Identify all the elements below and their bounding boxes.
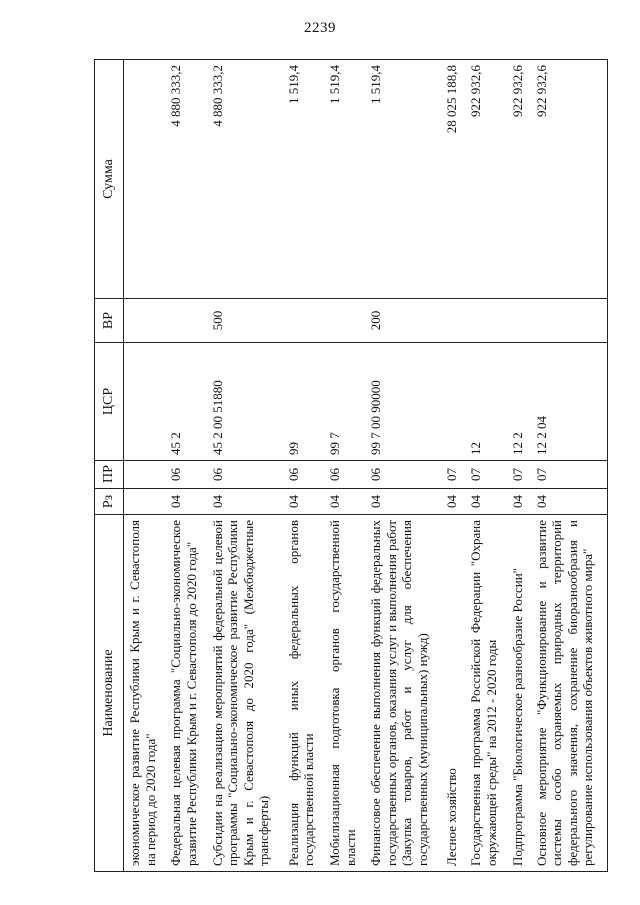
cell-pr: 07 <box>441 461 465 489</box>
cell-sum <box>124 60 166 299</box>
cell-csr: 99 <box>283 343 324 461</box>
cell-rz: 04 <box>283 489 324 515</box>
cell-sum: 922 932,6 <box>465 60 506 299</box>
table-row <box>165 60 206 872</box>
cell-name: Субсидии на реализацию мероприятий федеральной целевой программы "Социально-экономическое развитие Республики Крым и г. Севастополя до 2020 года" (Межбюджетные трансферты) <box>207 515 283 872</box>
budget-table <box>94 59 608 872</box>
cell-sum: 922 932,6 <box>507 60 531 299</box>
cell-sum: 4 880 333,2 <box>207 60 283 299</box>
cell-vr: 200 <box>365 299 441 343</box>
cell-pr: 06 <box>283 461 324 489</box>
cell-sum: 4 880 333,2 <box>165 60 206 299</box>
cell-vr <box>324 299 365 343</box>
cell-sum: 28 025 188,8 <box>441 60 465 299</box>
table-row <box>207 60 283 872</box>
cell-name: Финансовое обеспечение выполнения функций федеральных государственных органов, оказания услуг и выполнения работ (Закупка товаров, работ и услуг для обеспечения государственных (муниципальных) нужд) <box>365 515 441 872</box>
header-name: Наименование <box>95 515 124 872</box>
cell-csr: 12 2 <box>507 343 531 461</box>
cell-name: Реализация функций иных федеральных органов государственной власти <box>283 515 324 872</box>
cell-name: Подпрограмма "Биологическое разнообразие России" <box>507 515 531 872</box>
table-row <box>507 60 531 872</box>
table-row <box>531 60 608 872</box>
table-row <box>365 60 441 872</box>
cell-sum: 1 519,4 <box>283 60 324 299</box>
cell-vr <box>531 299 608 343</box>
cell-sum: 1 519,4 <box>365 60 441 299</box>
cell-pr: 07 <box>531 461 608 489</box>
rotated-table-container <box>94 60 608 872</box>
cell-pr: 06 <box>324 461 365 489</box>
cell-vr <box>283 299 324 343</box>
cell-name: Основное мероприятие "Функционирование и развитие системы особо охраняемых природных территорий федерального значения, сохранение биоразнообразия и регулирование использования объектов животного мира" <box>531 515 608 872</box>
cell-rz: 04 <box>365 489 441 515</box>
table-header-row <box>95 60 124 872</box>
header-sum: Сумма <box>95 60 124 299</box>
table-row <box>324 60 365 872</box>
cell-csr: 45 2 00 51880 <box>207 343 283 461</box>
cell-csr <box>441 343 465 461</box>
cell-pr <box>124 461 166 489</box>
table-row <box>124 60 166 872</box>
cell-rz: 04 <box>324 489 365 515</box>
cell-vr <box>124 299 166 343</box>
page-number: 2239 <box>304 20 336 36</box>
cell-rz: 04 <box>507 489 531 515</box>
cell-pr: 06 <box>165 461 206 489</box>
cell-pr: 07 <box>465 461 506 489</box>
cell-name: Федеральная целевая программа "Социально-экономическое развитие Республики Крым и г. Севастополя до 2020 года" <box>165 515 206 872</box>
cell-pr: 07 <box>507 461 531 489</box>
header-rz: Рз <box>95 489 124 515</box>
cell-csr: 99 7 00 90000 <box>365 343 441 461</box>
cell-vr <box>165 299 206 343</box>
cell-rz: 04 <box>165 489 206 515</box>
cell-rz: 04 <box>441 489 465 515</box>
cell-name: Государственная программа Российской Федерации "Охрана окружающей среды" на 2012 - 2020 годы <box>465 515 506 872</box>
header-csr: ЦСР <box>95 343 124 461</box>
cell-name: Мобилизационная подготовка органов государственной власти <box>324 515 365 872</box>
cell-rz: 04 <box>531 489 608 515</box>
cell-pr: 06 <box>207 461 283 489</box>
cell-rz: 04 <box>207 489 283 515</box>
cell-name: Лесное хозяйство <box>441 515 465 872</box>
table-row <box>283 60 324 872</box>
cell-sum: 1 519,4 <box>324 60 365 299</box>
cell-vr <box>465 299 506 343</box>
header-pr: ПР <box>95 461 124 489</box>
table-row <box>465 60 506 872</box>
cell-csr: 12 <box>465 343 506 461</box>
cell-name: экономическое развитие Республики Крым и г. Севастополя на период до 2020 года" <box>124 515 166 872</box>
cell-sum: 922 932,6 <box>531 60 608 299</box>
cell-vr <box>507 299 531 343</box>
cell-csr: 12 2 04 <box>531 343 608 461</box>
cell-csr <box>124 343 166 461</box>
header-vr: ВР <box>95 299 124 343</box>
table-row <box>441 60 465 872</box>
cell-vr <box>441 299 465 343</box>
cell-pr: 06 <box>365 461 441 489</box>
cell-rz: 04 <box>465 489 506 515</box>
cell-rz <box>124 489 166 515</box>
cell-csr: 45 2 <box>165 343 206 461</box>
cell-csr: 99 7 <box>324 343 365 461</box>
cell-vr: 500 <box>207 299 283 343</box>
